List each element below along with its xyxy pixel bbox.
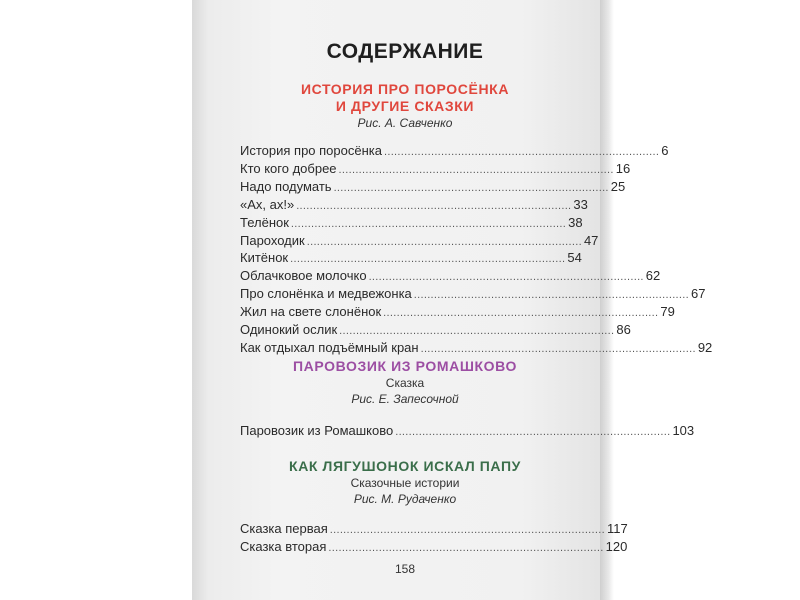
toc-entry-page: 47 <box>583 232 599 248</box>
toc-leader-dots: .................................................................................. <box>333 181 609 194</box>
toc-entry-page: 103 <box>672 423 695 438</box>
toc-entry-page: 79 <box>660 304 675 320</box>
toc-entry-page: 67 <box>691 286 706 302</box>
section-2-title: ПАРОВОЗИК ИЗ РОМАШКОВО <box>292 358 518 374</box>
section-2-entries <box>240 423 695 441</box>
section-2 <box>240 358 695 441</box>
toc-entry[interactable] <box>240 160 631 179</box>
toc-entry[interactable] <box>240 232 599 251</box>
toc-entry-page: 6 <box>661 143 669 158</box>
toc-entry-page: 117 <box>606 521 628 536</box>
section-2-illustrator: Рис. Е. Запесочной <box>351 392 459 406</box>
page-title: СОДЕРЖАНИЕ <box>326 40 484 63</box>
toc-entry-title: Одинокий ослик <box>240 322 338 338</box>
toc-entry[interactable] <box>240 196 588 215</box>
section-2-subtitle: Сказка <box>385 376 425 390</box>
toc-leader-dots: .................................................................................. <box>290 253 566 266</box>
toc-entry[interactable] <box>240 268 661 286</box>
section-1-entries <box>240 143 713 358</box>
toc-leader-dots: .................................................................................. <box>329 524 605 536</box>
toc-entry-title: Паровозик из Ромашково <box>240 423 394 438</box>
toc-leader-dots: .................................................................................. <box>413 289 689 302</box>
toc-entry-title: Надо подумать <box>240 178 332 194</box>
section-3 <box>240 458 628 557</box>
toc-entry[interactable] <box>240 304 675 322</box>
toc-leader-dots: .................................................................................. <box>368 271 644 284</box>
toc-entry-title: Сказка вторая <box>240 538 327 554</box>
toc-entry[interactable] <box>240 286 706 304</box>
toc-entry-title: Китёнок <box>240 250 289 266</box>
toc-entry-page: 33 <box>573 196 588 212</box>
toc-entry-title: Жил на свете слонёнок <box>240 304 382 320</box>
toc-entry-title: Сказка первая <box>240 521 328 536</box>
toc-leader-dots: .................................................................................. <box>383 307 659 320</box>
toc-entry-page: 38 <box>568 214 583 230</box>
toc-entry[interactable] <box>240 143 669 161</box>
toc-entry-page: 62 <box>645 268 661 284</box>
section-1-title <box>240 81 570 115</box>
toc-leader-dots: .................................................................................. <box>339 325 615 338</box>
section-1-illustrator: Рис. А. Савченко <box>357 116 453 130</box>
toc-leader-dots: .................................................................................. <box>395 426 671 438</box>
toc-entry-page: 92 <box>697 339 713 355</box>
toc-entry-title: Телёнок <box>240 214 289 230</box>
toc-entry[interactable] <box>240 538 628 557</box>
toc-entry[interactable] <box>240 214 583 233</box>
toc-leader-dots: .................................................................................. <box>338 163 614 176</box>
toc-entry-page: 16 <box>615 160 631 176</box>
toc-entry-page: 25 <box>610 178 626 194</box>
toc-entry-title: Кто кого добрее <box>240 160 337 176</box>
toc-entry-page: 54 <box>567 250 582 266</box>
toc-entry[interactable] <box>240 423 695 441</box>
toc-entry-page: 86 <box>616 322 631 338</box>
toc-leader-dots: .................................................................................. <box>328 541 604 554</box>
toc-entry-title: Пароходик <box>240 232 305 248</box>
toc-leader-dots: .................................................................................. <box>306 235 582 248</box>
table-of-contents <box>240 40 713 576</box>
page-number: 158 <box>394 562 416 576</box>
toc-leader-dots: .................................................................................. <box>296 199 572 212</box>
toc-entry[interactable] <box>240 178 626 197</box>
toc-entry-title: История про поросёнка <box>240 143 382 158</box>
section-3-entries <box>240 521 628 557</box>
section-1-title-line-1: ИСТОРИЯ ПРО ПОРОСЁНКА <box>300 81 510 97</box>
section-3-illustrator: Рис. М. Рудаченко <box>353 492 457 506</box>
toc-leader-dots: .................................................................................. <box>290 217 567 230</box>
toc-entry[interactable] <box>240 322 631 340</box>
toc-entry[interactable] <box>240 250 582 268</box>
toc-entry[interactable] <box>240 339 713 358</box>
section-1-title-line-2: И ДРУГИЕ СКАЗКИ <box>335 98 475 114</box>
toc-leader-dots: .................................................................................. <box>383 146 660 158</box>
toc-entry-title: «Ах, ах!» <box>240 196 295 212</box>
section-3-subtitle: Сказочные истории <box>350 476 460 490</box>
toc-entry-title: Облачковое молочко <box>240 268 367 284</box>
section-3-title: КАК ЛЯГУШОНОК ИСКАЛ ПАПУ <box>289 458 521 474</box>
toc-entry-title: Про слонёнка и медвежонка <box>240 286 412 302</box>
toc-entry-title: Как отдыхал подъёмный кран <box>240 339 419 355</box>
toc-entry[interactable] <box>240 521 628 539</box>
toc-leader-dots: .................................................................................. <box>420 342 696 355</box>
toc-entry-page: 120 <box>605 538 628 554</box>
